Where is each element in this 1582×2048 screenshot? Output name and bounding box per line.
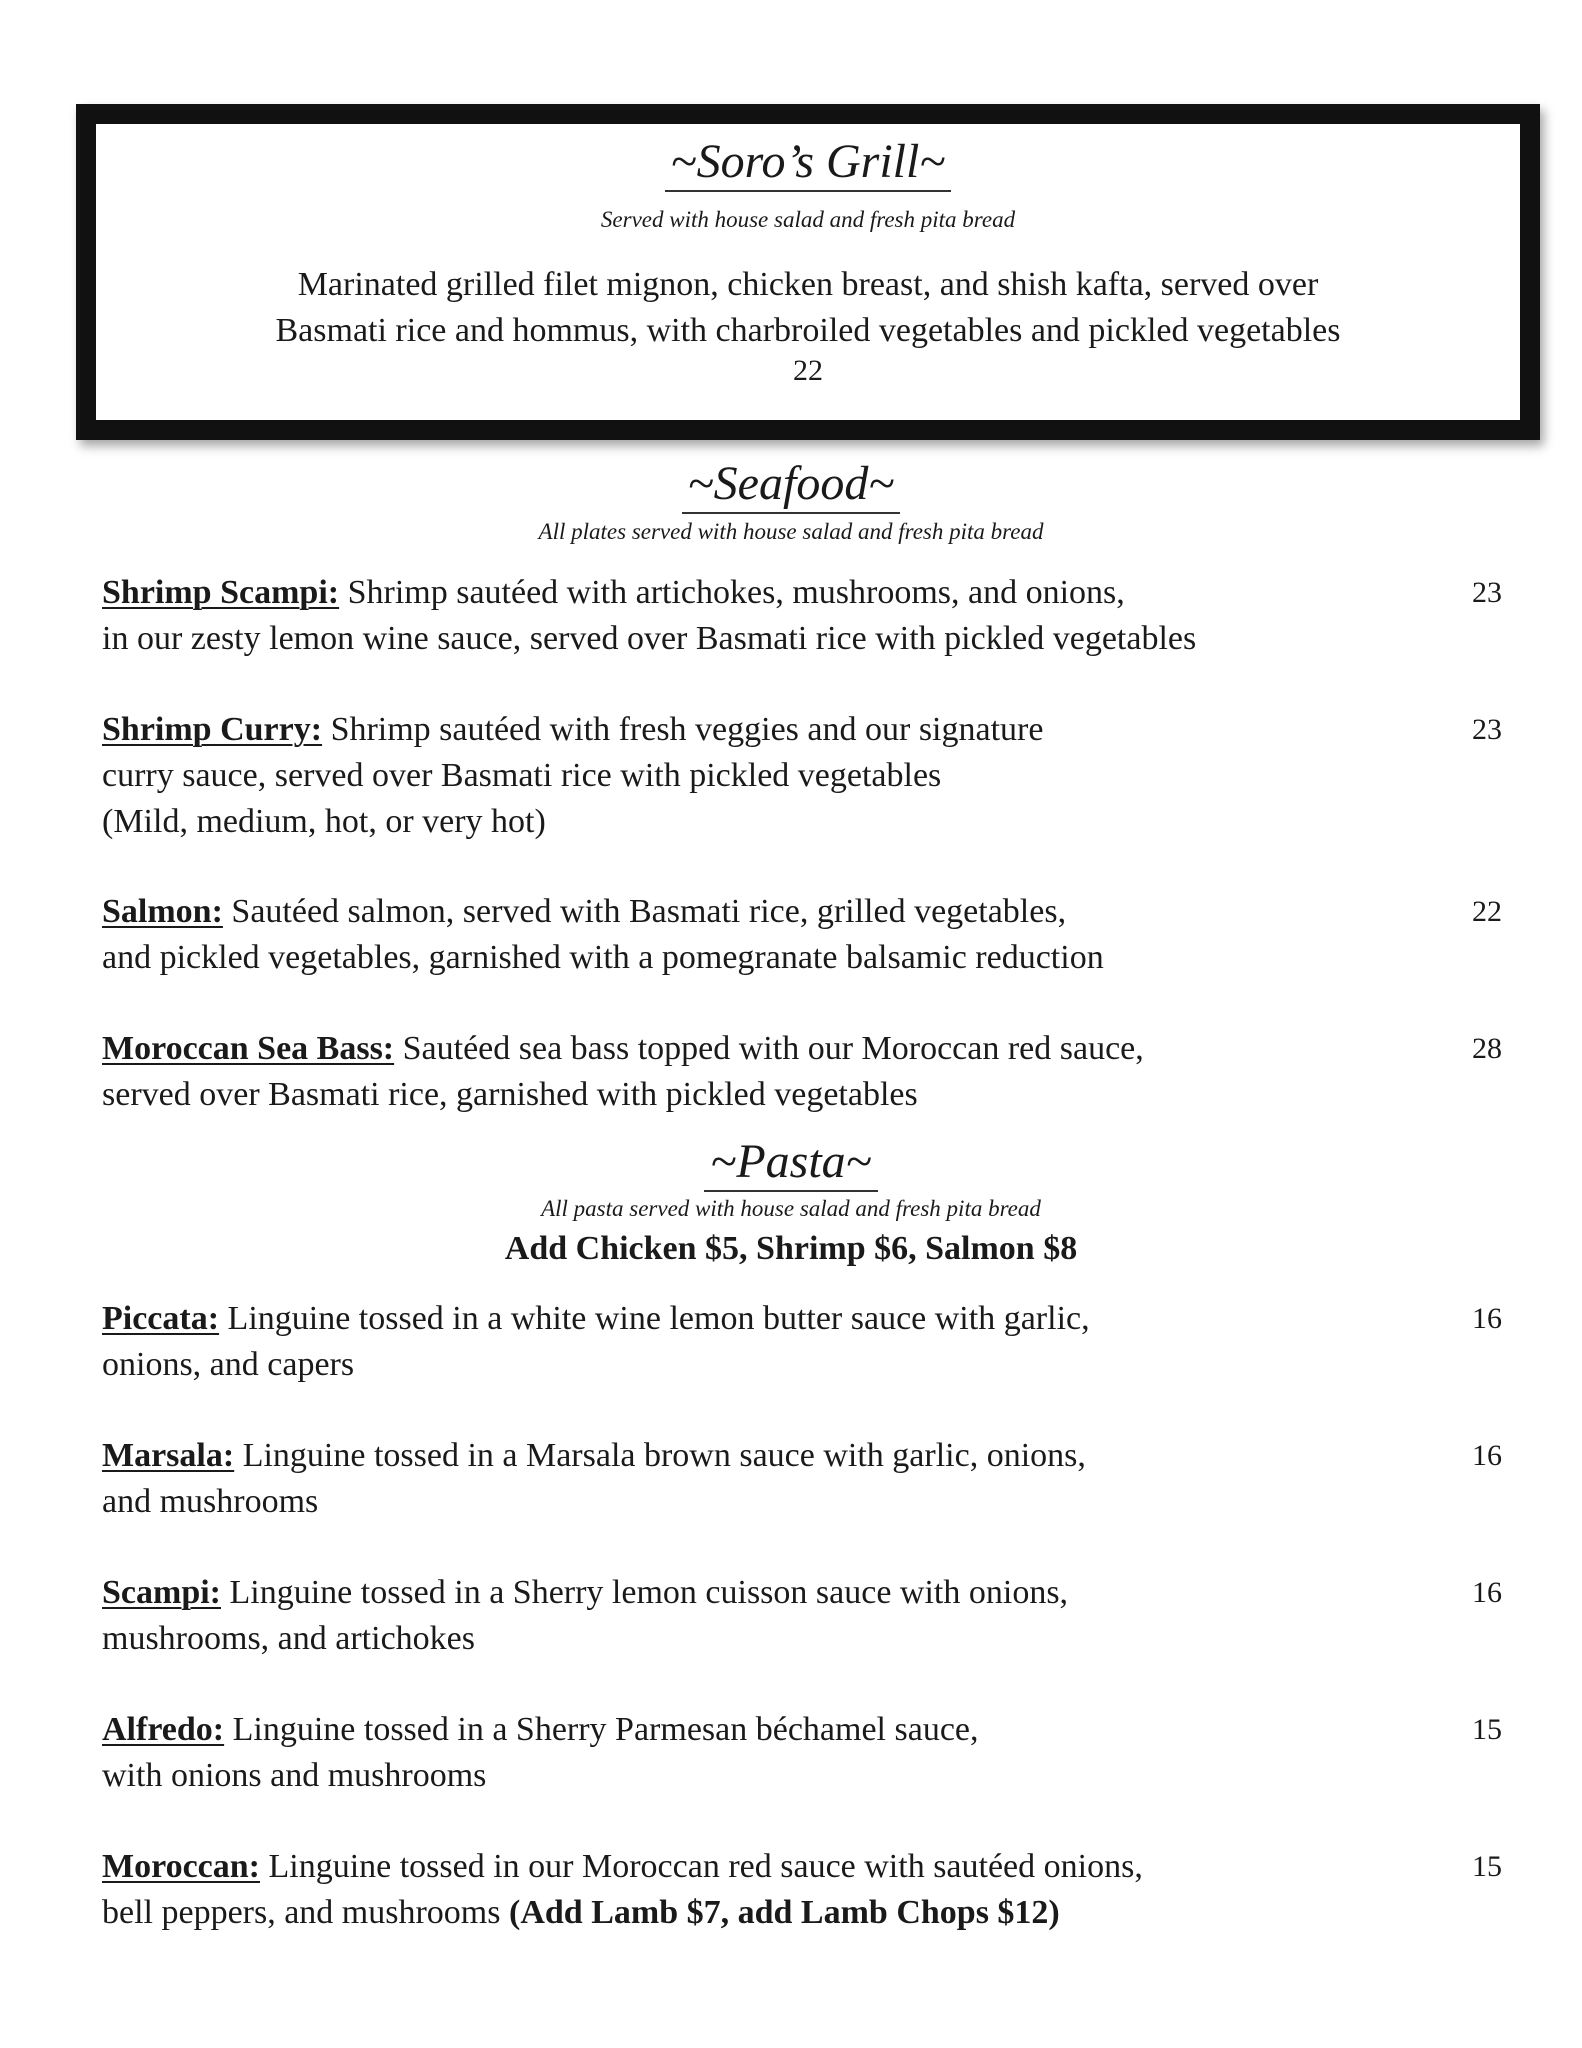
item-description: Shrimp sautéed with fresh veggies and our signature xyxy=(322,711,1044,748)
item-price: 15 xyxy=(1472,1850,1502,1883)
item-description: Sautéed salmon, served with Basmati rice, grilled vegetables, xyxy=(222,893,1067,930)
featured-title: ~Soro’s Grill~ xyxy=(96,134,1520,190)
item-description: Linguine tossed in our Moroccan red sauce with sautéed onions, xyxy=(259,1848,1143,1885)
item-description: and pickled vegetables, garnished with a pomegranate balsamic reduction xyxy=(102,939,1104,976)
item-price: 23 xyxy=(1472,576,1502,609)
item-name: Piccata: xyxy=(102,1300,220,1337)
item-price: 16 xyxy=(1472,1302,1502,1335)
seafood-section-title: ~Seafood~ xyxy=(0,456,1582,512)
item-name: Shrimp Scampi: xyxy=(102,574,340,611)
item-description: Linguine tossed in a white wine lemon butter sauce with garlic, xyxy=(219,1300,1090,1337)
item-description: Shrimp sautéed with artichokes, mushrooms, and onions, xyxy=(339,574,1125,611)
item-name: Scampi: xyxy=(102,1574,221,1611)
item-price: 22 xyxy=(1472,895,1502,928)
item-price: 15 xyxy=(1472,1713,1502,1746)
item-description: bell peppers, and mushrooms xyxy=(102,1894,509,1931)
menu-item-shrimp-scampi xyxy=(102,570,1502,662)
item-description: served over Basmati rice, garnished with pickled vegetables xyxy=(102,1076,918,1113)
item-name: Moroccan Sea Bass: xyxy=(102,1030,395,1067)
menu-item-marsala xyxy=(102,1433,1502,1525)
seafood-section-subtitle: All plates served with house salad and fresh pita bread xyxy=(538,519,1044,544)
item-description: Linguine tossed in a Marsala brown sauce with garlic, onions, xyxy=(234,1437,1086,1474)
item-description: in our zesty lemon wine sauce, served over Basmati rice with pickled vegetables xyxy=(102,620,1197,657)
menu-item-alfredo xyxy=(102,1707,1502,1799)
item-description: curry sauce, served over Basmati rice with pickled vegetables xyxy=(102,757,942,794)
featured-subtitle: Served with house salad and fresh pita bread xyxy=(600,207,1016,232)
menu-item-piccata xyxy=(102,1296,1502,1388)
item-description: (Mild, medium, hot, or very hot) xyxy=(102,803,546,840)
item-price: 28 xyxy=(1472,1032,1502,1065)
menu-item-shrimp-curry xyxy=(102,707,1502,845)
item-name: Salmon: xyxy=(102,893,223,930)
item-description: Linguine tossed in a Sherry Parmesan béchamel sauce, xyxy=(224,1711,979,1748)
item-description: Linguine tossed in a Sherry lemon cuisson sauce with onions, xyxy=(221,1574,1069,1611)
featured-description xyxy=(126,262,1490,354)
menu-item-salmon xyxy=(102,889,1502,981)
featured-dish-box xyxy=(76,104,1540,440)
featured-price: 22 xyxy=(793,354,823,387)
item-name: Shrimp Curry: xyxy=(102,711,323,748)
item-description: and mushrooms xyxy=(102,1483,319,1520)
item-name: Moroccan: xyxy=(102,1848,260,1885)
item-price: 23 xyxy=(1472,713,1502,746)
menu-item-scampi xyxy=(102,1570,1502,1662)
pasta-section-title: ~Pasta~ xyxy=(0,1134,1582,1190)
item-description: with onions and mushrooms xyxy=(102,1757,487,1794)
item-description: onions, and capers xyxy=(102,1346,355,1383)
item-addon-note: (Add Lamb $7, add Lamb Chops $12) xyxy=(509,1894,1060,1931)
item-price: 16 xyxy=(1472,1439,1502,1472)
pasta-section-subtitle: All pasta served with house salad and fresh pita bread xyxy=(541,1196,1041,1221)
menu-item-moroccan xyxy=(102,1844,1502,1936)
item-description: Sautéed sea bass topped with our Moroccan red sauce, xyxy=(394,1030,1144,1067)
featured-description-line: Basmati rice and hommus, with charbroiled vegetables and pickled vegetables xyxy=(275,312,1341,349)
item-name: Alfredo: xyxy=(102,1711,225,1748)
item-description: mushrooms, and artichokes xyxy=(102,1620,475,1657)
item-price: 16 xyxy=(1472,1576,1502,1609)
menu-item-moroccan-sea-bass xyxy=(102,1026,1502,1118)
item-name: Marsala: xyxy=(102,1437,235,1474)
featured-description-line: Marinated grilled filet mignon, chicken breast, and shish kafta, served over xyxy=(297,266,1319,303)
pasta-addons-note: Add Chicken $5, Shrimp $6, Salmon $8 xyxy=(504,1230,1078,1267)
